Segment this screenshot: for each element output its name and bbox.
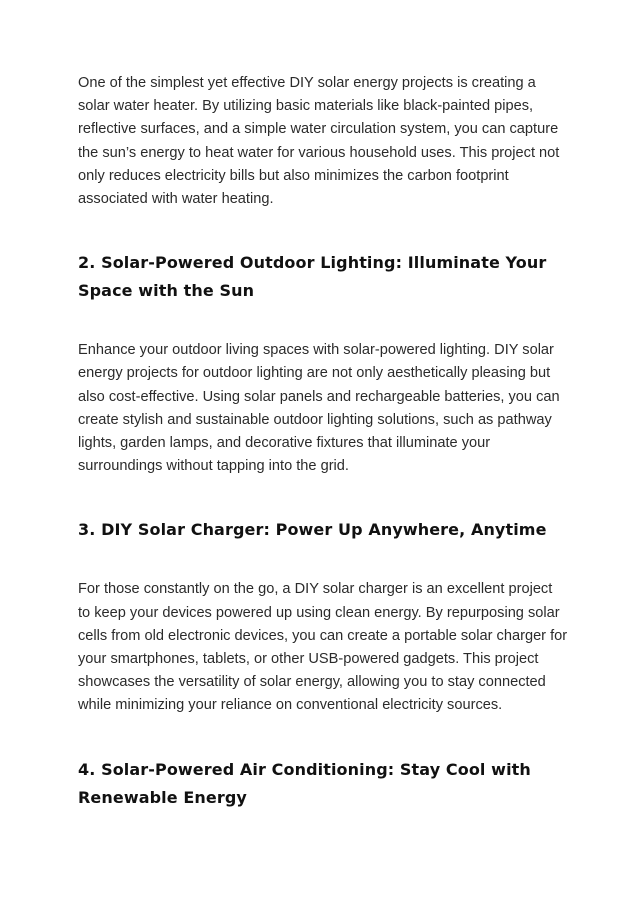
paragraph-solar-charger: For those constantly on the go, a DIY solar charger is an excellent project to keep your devices powered up using clean energy. By repurposing solar cells from old electronic devices, you can create a portable solar charger for your smartphones, tablets, or other USB-powered gadgets. This project showcases the versatility of solar energy, allowing you to stay connected while minimizing your reliance on conventional electricity sources.: [78, 581, 568, 714]
paragraph-solar-water-heater: One of the simplest yet effective DIY solar energy projects is creating a solar water heater. By utilizing basic materials like black-painted pipes, reflective surfaces, and a simple water circulation system, you can capture the sun’s energy to heat water for various household uses. This project not only reduces electricity bills but also minimizes the carbon footprint associated with water heating.: [78, 75, 560, 208]
heading-outdoor-lighting: 2. Solar-Powered Outdoor Lighting: Illuminate Your Space with the Sun: [78, 253, 547, 301]
heading-air-conditioning: 4. Solar-Powered Air Conditioning: Stay Cool with Renewable Energy: [78, 759, 531, 807]
article-content: [78, 72, 568, 812]
paragraph-outdoor-lighting: Enhance your outdoor living spaces with solar-powered lighting. DIY solar energy projects for outdoor lighting are not only aesthetically pleasing but also cost-effective. Using solar panels and rechargeable batteries, you can create stylish and sustainable outdoor lighting solutions, such as pathway lights, garden lamps, and decorative fixtures that illuminate your surroundings without tapping into the grid.: [78, 342, 560, 475]
heading-solar-charger: 3. DIY Solar Charger: Power Up Anywhere, Anytime: [78, 520, 547, 540]
